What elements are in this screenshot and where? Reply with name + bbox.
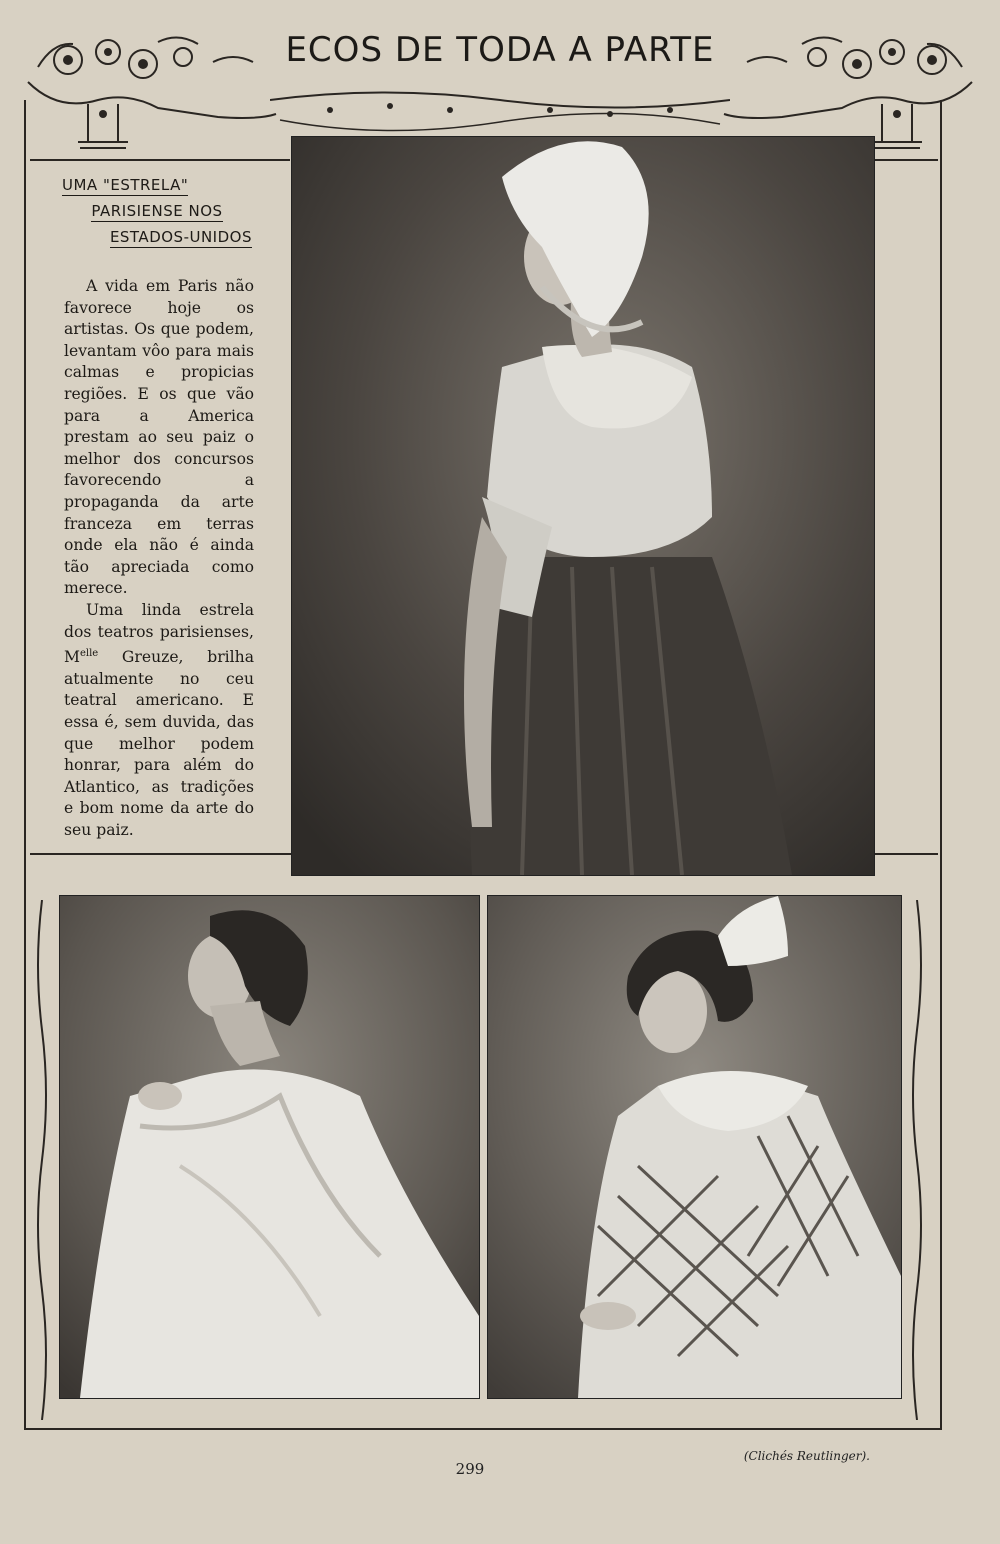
header-ornament-right <box>722 22 982 152</box>
fringe-middle-right <box>874 852 938 874</box>
headline-line-2 <box>62 202 252 220</box>
headline-text-1: UMA "ESTRELA" <box>62 176 189 194</box>
headline-text-2: PARISIENSE NOS <box>91 202 223 220</box>
fringe-top-left <box>30 140 290 162</box>
header-ornament-left <box>18 22 278 152</box>
photo-portrait-bonnet <box>291 136 875 876</box>
paragraph-2 <box>64 600 254 842</box>
article-body <box>64 276 254 842</box>
fringe-top-right <box>874 140 938 162</box>
paragraph-1: A vida em Paris não favorece hoje os artistas. Os que podem, levantam vôo para mais calmas e propicias regiões. E os que vão para a America prestam ao seu paiz o melhor dos concursos favorecendo a propaganda da arte franceza em terras onde ela não é ainda tão apreciada como merece. <box>64 277 254 598</box>
photo-lattice-sleeves <box>487 895 902 1399</box>
right-frame-line <box>940 100 942 1430</box>
section-title: ECOS DE TODA A PARTE <box>285 30 715 70</box>
paragraph-2-rest: Greuze, brilha atualmente no ceu teatral americano. E essa é, sem duvida, das que melhor podem honrar, para além do Atlantico, as tradições e bom nome da arte do seu paiz. <box>64 648 254 840</box>
page-number: 299 <box>455 1460 485 1478</box>
paragraph-2-start: Uma linda estrela dos teatros parisienses, M <box>64 600 254 667</box>
fringe-middle-left <box>30 852 292 874</box>
photo-credit: (Clichés Reutlinger). <box>743 1449 870 1463</box>
headline-text-3: ESTADOS-UNIDOS <box>109 228 252 246</box>
vine-right <box>905 900 929 1420</box>
header-vine-border <box>270 80 730 140</box>
photo-draped-cloak <box>59 895 480 1399</box>
bottom-frame-line <box>24 1428 942 1430</box>
left-frame-line <box>24 100 26 1430</box>
vine-left <box>30 900 54 1420</box>
headline-line-3 <box>62 228 252 246</box>
headline-line-1 <box>62 176 252 194</box>
honorific-superscript: elle <box>79 648 99 660</box>
